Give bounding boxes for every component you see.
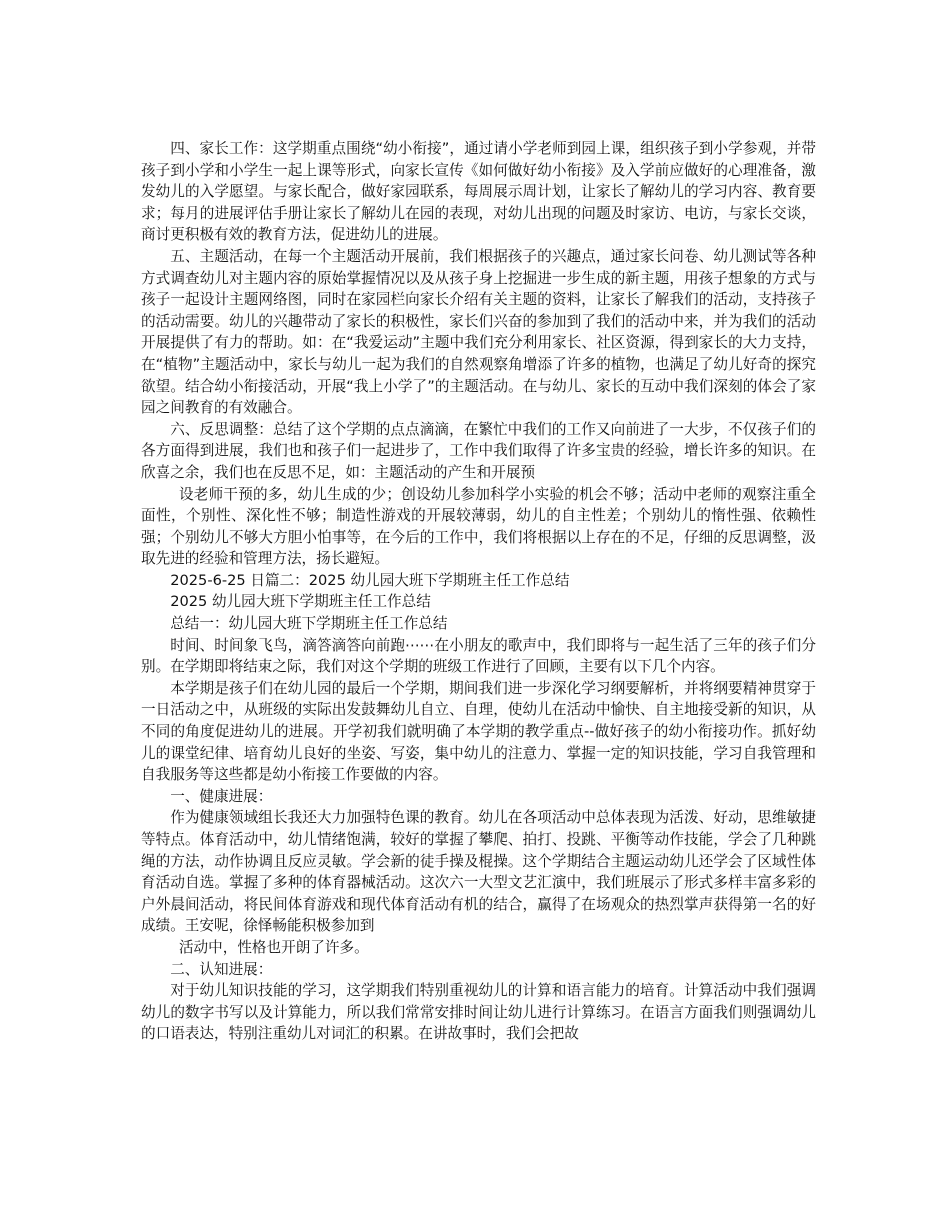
section-heading-health: 一、健康进展： xyxy=(170,787,273,805)
paragraph-theme-activity: 五、主题活动，在每一个主题活动开展前，我们根据孩子的兴趣点，通过家长问卷、幼儿测试等各种方式调查幼儿对主题内容的原始掌握情况以及从孩子身上挖掘进一步生成的新主题，用孩子想象的方式与孩子一起设计主题网络图，同时在家园栏向家长介绍有关主题的资料，让家长了解我们的活动，支持孩子的活动需要。幼儿的兴趣带动了家长的积极性，家长们兴奋的参加到了我们的活动中来，并为我们的活动开展提供了有力的帮助。如：在“我爱运动”主题中我们充分利用家长、社区资源，得到家长的大力支持，在“植物”主题活动中，家长与幼儿一起为我们的自然观察角增添了许多的植物，也满足了幼儿好奇的探究欲望。结合幼小衔接活动，开展“我上小学了”的主题活动。在与幼儿、家长的互动中我们深刻的体会了家园之间教育的有效融合。 xyxy=(141,247,816,417)
paragraph-semester: 本学期是孩子们在幼儿园的最后一个学期，期间我们进一步深化学习纲要解析，并将纲要精神贯穿于一日活动之中，从班级的实际出发鼓舞幼儿自立、自理，使幼儿在活动中愉快、自主地接受新的知识，从不同的角度促进幼儿的进展。开学初我们就明确了本学期的教学重点--做好孩子的幼小衔接功作。抓好幼儿的课堂纪律、培育幼儿良好的坐姿、写姿，集中幼儿的注意力、掌握一定的知识技能，学习自我管理和自我服务等这些都是幼小衔接工作要做的内容。 xyxy=(141,679,816,784)
paragraph-health-continued: 活动中，性格也开朗了许多。 xyxy=(178,938,369,956)
paragraph-reflection-continued: 设老师干预的多，幼儿生成的少；创设幼儿参加科学小实验的机会不够；活动中老师的观察注重全面性，个别性、深化性不够；制造性游戏的开展较薄弱，幼儿的自主性差；个别幼儿的惰性强、依赖性强；个别幼儿不够大方胆小怕事等，在今后的工作中，我们将根据以上存在的不足，仔细的反思调整，汲取先进的经验和管理方法，扬长避短。 xyxy=(141,485,816,568)
summary-one-title: 总结一：幼儿园大班下学期班主任工作总结 xyxy=(170,615,448,633)
paragraph-reflection: 六、反思调整：总结了这个学期的点点滴滴，在繁忙中我们的工作又向前进了一大步，不仅孩子们的各方面得到进展，我们也和孩子们一起进步了，工作中我们取得了许多宝贵的经验，增长许多的知识。在欣喜之余，我们也在反思不足，如：主题活动的产生和开展预 xyxy=(141,420,816,481)
paragraph-health: 作为健康领域组长我还大力加强特色课的教育。幼儿在各项活动中总体表现为活泼、好动，思维敏捷等特点。体育活动中，幼儿情绪饱满，较好的掌握了攀爬、拍打、投跳、平衡等动作技能，学会了几种跳绳的方法，动作协调且反应灵敏。学会新的徒手操及棍操。这个学期结合主题运动幼儿还学会了区域性体育活动自选。掌握了多种的体育器械活动。这次六一大型文艺汇演中，我们班展示了形式多样丰富多彩的户外晨间活动，将民间体育游戏和现代体育活动有机的结合，赢得了在场观众的热烈掌声获得第一名的好成绩。王安呢，徐怿畅能积极参加到 xyxy=(141,809,816,935)
document-page xyxy=(141,138,816,1045)
article-date-heading: 2025-6-25 日篇二：2025 幼儿园大班下学期班主任工作总结 xyxy=(170,571,570,589)
paragraph-cognition: 对于幼儿知识技能的学习，这学期我们特别重视幼儿的计算和语言能力的培育。计算活动中我们强调幼儿的数字书写以及计算能力，所以我们常常安排时间让幼儿进行计算练习。在语言方面我们则强调幼儿的口语表达，特别注重幼儿对词汇的积累。在讲故事时，我们会把故 xyxy=(141,982,816,1043)
article-title: 2025 幼儿园大班下学期班主任工作总结 xyxy=(170,593,431,611)
section-heading-cognition: 二、认知进展： xyxy=(170,960,273,978)
paragraph-parent-work: 四、家长工作：这学期重点围绕“幼小衔接”，通过请小学老师到园上课，组织孩子到小学参观，并带孩子到小学和小学生一起上课等形式，向家长宣传《如何做好幼小衔接》及入学前应做好的心理准备，激发幼儿的入学愿望。与家长配合，做好家园联系，每周展示周计划，让家长了解幼儿的学习内容、教育要求；每月的进展评估手册让家长了解幼儿在园的表现，对幼儿出现的问题及时家访、电访，与家长交谈，商讨更积极有效的教育方法，促进幼儿的进展。 xyxy=(141,140,816,244)
paragraph-intro: 时间、时间象飞鸟，滴答滴答向前跑⋯⋯在小朋友的歌声中，我们即将与一起生活了三年的孩子们分别。在学期即将结束之际，我们对这个学期的班级工作进行了回顾，主要有以下几个内容。 xyxy=(141,636,816,676)
